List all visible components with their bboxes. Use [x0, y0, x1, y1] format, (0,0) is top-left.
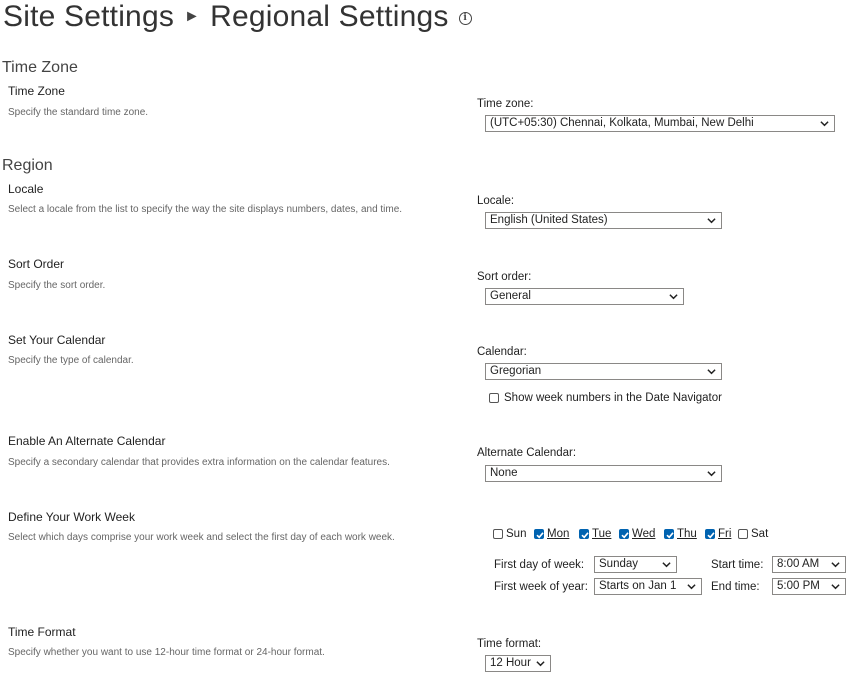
- chevron-down-icon: [820, 119, 829, 128]
- work-week-description: Select which days comprise your work week and select the first day of each work week.: [8, 532, 395, 543]
- breadcrumb-separator-icon: ►: [184, 8, 201, 25]
- time-zone-section-title: Time Zone: [8, 84, 65, 98]
- first-week-label: First week of year:: [494, 581, 588, 593]
- alternate-calendar-description: Specify a secondary calendar that provides extra information on the calendar features.: [8, 457, 390, 468]
- alternate-calendar-select[interactable]: [485, 465, 722, 482]
- checkmark-icon: [665, 530, 675, 540]
- checkmark-icon: [580, 530, 590, 540]
- page-title: [3, 0, 472, 34]
- day-checkbox-tue[interactable]: [579, 529, 589, 539]
- end-time-value: 5:00 PM: [777, 580, 820, 592]
- locale-description: Select a locale from the list to specify the way the site displays numbers, dates, and time.: [8, 204, 403, 215]
- day-checkbox-sun[interactable]: [493, 529, 503, 539]
- checkmark-icon: [535, 530, 545, 540]
- sort-order-label: Sort order:: [477, 271, 532, 283]
- time-zone-label: Time zone:: [477, 98, 534, 110]
- chevron-down-icon: [669, 292, 678, 301]
- chevron-down-icon: [536, 659, 545, 668]
- locale-label: Locale:: [477, 195, 515, 207]
- time-format-label: Time format:: [477, 638, 542, 650]
- first-week-value: Starts on Jan 1: [599, 580, 677, 592]
- time-format-value: 12 Hour: [490, 657, 531, 669]
- time-zone-select[interactable]: [485, 115, 835, 132]
- sort-order-value: General: [490, 290, 531, 302]
- day-checkbox-mon[interactable]: [534, 529, 544, 539]
- checkmark-icon: [706, 530, 716, 540]
- day-checkbox-fri[interactable]: [705, 529, 715, 539]
- day-label-tue: Tue: [592, 528, 612, 540]
- sort-order-description: Specify the sort order.: [8, 280, 106, 291]
- time-format-select[interactable]: [485, 655, 551, 672]
- chevron-down-icon: [707, 216, 716, 225]
- sort-order-section-title: Sort Order: [8, 257, 65, 271]
- first-week-select[interactable]: [594, 578, 702, 595]
- calendar-description: Specify the type of calendar.: [8, 355, 134, 366]
- locale-section-title: Locale: [8, 182, 44, 196]
- time-zone-description: Specify the standard time zone.: [8, 107, 149, 118]
- calendar-select[interactable]: [485, 363, 722, 380]
- day-label-wed: Wed: [632, 528, 656, 540]
- day-label-sat: Sat: [751, 528, 769, 540]
- first-day-value: Sunday: [599, 558, 639, 570]
- work-week-section-title: Define Your Work Week: [8, 510, 135, 524]
- day-label-sun: Sun: [506, 528, 527, 540]
- time-zone-group-heading: Time Zone: [2, 59, 78, 76]
- chevron-down-icon: [831, 582, 840, 591]
- day-checkbox-wed[interactable]: [619, 529, 629, 539]
- breadcrumb-site-settings[interactable]: Site Settings: [3, 0, 175, 33]
- calendar-value: Gregorian: [490, 365, 542, 377]
- alternate-calendar-section-title: Enable An Alternate Calendar: [8, 434, 166, 448]
- chevron-down-icon: [662, 560, 671, 569]
- day-checkbox-thu[interactable]: [664, 529, 674, 539]
- chevron-down-icon: [687, 582, 696, 591]
- end-time-select[interactable]: [772, 578, 846, 595]
- sort-order-select[interactable]: [485, 288, 684, 305]
- day-label-fri: Fri: [718, 528, 732, 540]
- chevron-down-icon: [707, 367, 716, 376]
- day-checkbox-sat[interactable]: [738, 529, 748, 539]
- checkmark-icon: [620, 530, 630, 540]
- time-format-section-title: Time Format: [8, 625, 76, 639]
- locale-select[interactable]: [485, 212, 722, 229]
- region-group-heading: Region: [2, 157, 53, 174]
- start-time-label: Start time:: [711, 559, 764, 571]
- locale-value: English (United States): [490, 214, 608, 226]
- start-time-select[interactable]: [772, 556, 846, 573]
- page-title-text: Regional Settings: [210, 0, 449, 33]
- chevron-down-icon: [707, 469, 716, 478]
- week-numbers-label: Show week numbers in the Date Navigator: [504, 392, 722, 404]
- day-label-thu: Thu: [677, 528, 697, 540]
- first-day-label: First day of week:: [494, 559, 585, 571]
- alternate-calendar-value: None: [490, 467, 518, 479]
- day-label-mon: Mon: [547, 528, 570, 540]
- chevron-down-icon: [831, 560, 840, 569]
- alternate-calendar-label: Alternate Calendar:: [477, 447, 577, 459]
- time-format-description: Specify whether you want to use 12-hour time format or 24-hour format.: [8, 647, 325, 658]
- week-numbers-checkbox[interactable]: [489, 393, 499, 403]
- time-zone-value: (UTC+05:30) Chennai, Kolkata, Mumbai, New Delhi: [490, 117, 754, 129]
- calendar-section-title: Set Your Calendar: [8, 333, 106, 347]
- first-day-select[interactable]: [594, 556, 677, 573]
- info-icon[interactable]: i: [459, 12, 472, 25]
- calendar-label: Calendar:: [477, 346, 527, 358]
- start-time-value: 8:00 AM: [777, 558, 820, 570]
- end-time-label: End time:: [711, 581, 760, 593]
